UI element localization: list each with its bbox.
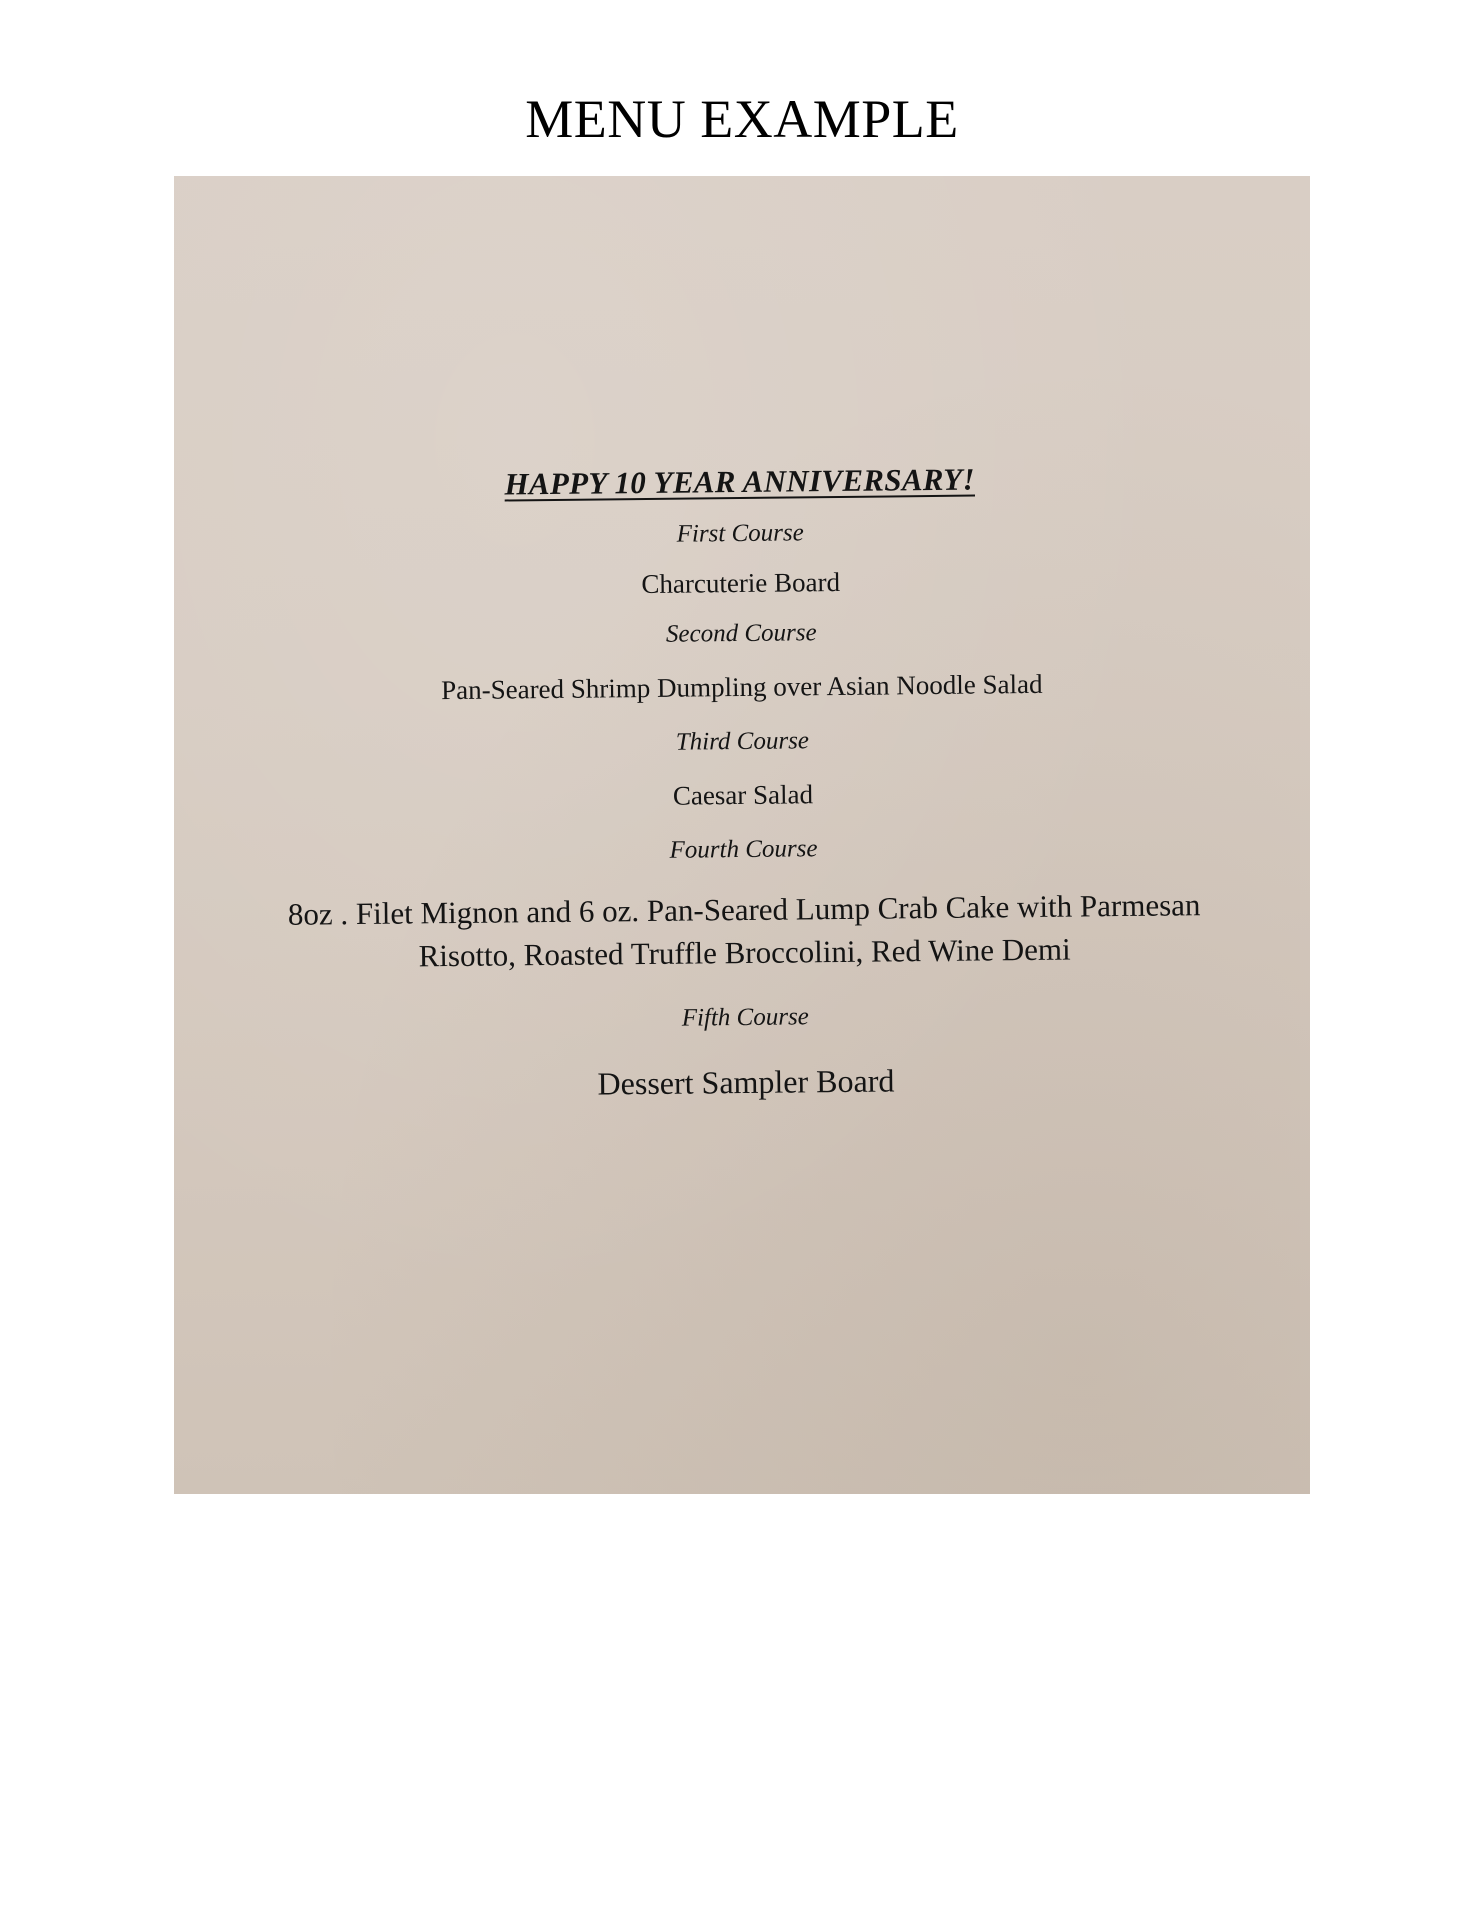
course-dish-second: Pan-Seared Shrimp Dumpling over Asian Noodle Salad (440, 668, 1043, 706)
course-dish-fifth: Dessert Sampler Board (597, 1062, 895, 1102)
course-label-fifth: Fifth Course (681, 1003, 809, 1032)
course-dish-fourth-line2: Risotto, Roasted Truffle Broccolini, Red Wine Demi (418, 931, 1071, 974)
menu-photo (174, 176, 1310, 1494)
course-label-second: Second Course (665, 619, 817, 648)
course-dish-first: Charcuterie Board (641, 566, 841, 600)
course-label-first: First Course (676, 519, 804, 548)
course-label-third: Third Course (675, 727, 810, 756)
page-title: MENU EXAMPLE (525, 89, 959, 149)
course-dish-third: Caesar Salad (672, 779, 814, 811)
menu-heading: HAPPY 10 YEAR ANNIVERSARY! (504, 461, 976, 502)
course-dish-fourth-line1: 8oz . Filet Mignon and 6 oz. Pan-Seared Lump Crab Cake with Parmesan (287, 887, 1201, 932)
course-label-fourth: Fourth Course (669, 835, 818, 864)
menu-card (174, 176, 1310, 1494)
